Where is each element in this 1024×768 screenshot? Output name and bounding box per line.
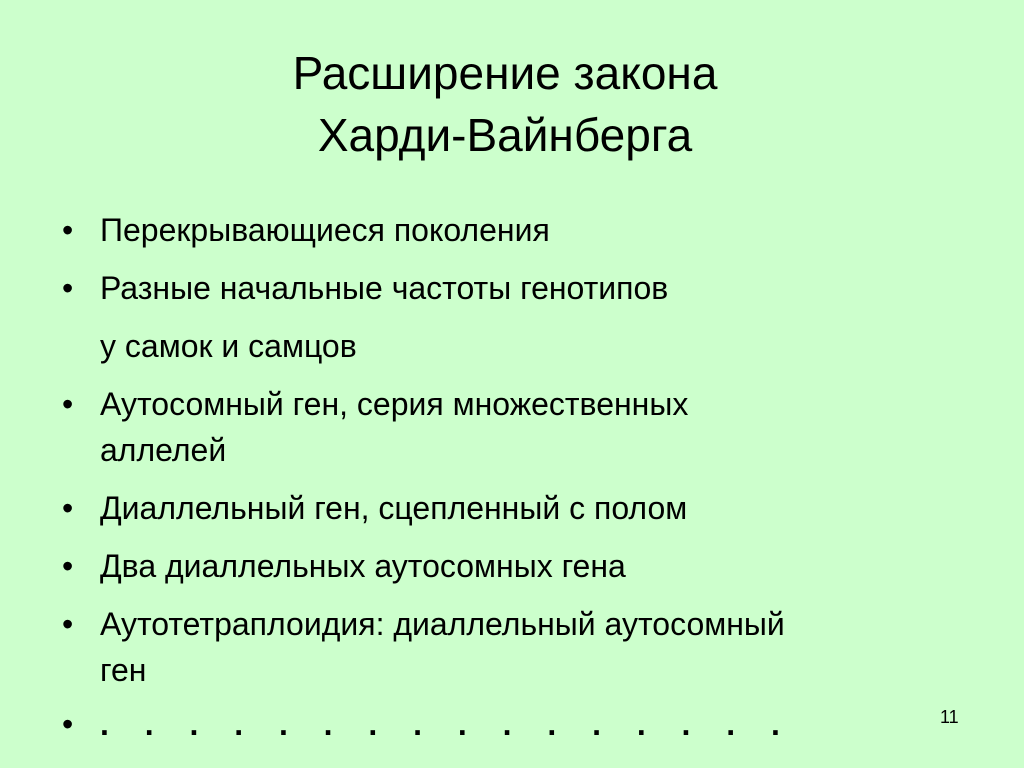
- dot: .: [144, 706, 154, 742]
- dot: .: [771, 706, 780, 742]
- bullet-item-initial-frequencies: Разные начальные частоты генотипов: [100, 270, 669, 306]
- dot: .: [368, 706, 378, 742]
- slide-title: [0, 42, 1010, 166]
- bullet-item-autotetraploidy-continuation: ген: [100, 652, 147, 688]
- dot: .: [189, 706, 199, 742]
- dot: .: [278, 706, 288, 742]
- dot: .: [234, 706, 244, 742]
- bullet-item-sex-linked-gene: Диаллельный ген, сцепленный с полом: [100, 490, 688, 526]
- bullet-item-autosomal-multiple-alleles: Аутосомный ген, серия множественных: [100, 386, 689, 422]
- bullet-marker: •: [62, 548, 74, 584]
- dot: .: [413, 706, 423, 742]
- slide-page-number: 11: [940, 707, 959, 727]
- dot: .: [636, 706, 646, 742]
- bullet-item-initial-frequencies-continuation: у самок и самцов: [100, 328, 357, 364]
- bullet-marker: •: [62, 606, 74, 642]
- dot: .: [547, 706, 557, 742]
- bullet-marker: •: [62, 490, 74, 526]
- ellipsis-dots: [100, 704, 780, 744]
- dot: .: [502, 706, 512, 742]
- bullet-marker: •: [62, 706, 74, 742]
- bullet-item-two-autosomal-genes: Два диаллельных аутосомных гена: [100, 548, 626, 584]
- bullet-item-overlapping-generations: Перекрывающиеся поколения: [100, 212, 550, 248]
- bullet-item-autotetraploidy: Аутотетраплоидия: диаллельный аутосомный: [100, 606, 785, 642]
- dot: .: [681, 706, 691, 742]
- slide-title-line-2: Харди-Вайнберга: [317, 109, 693, 161]
- dot: .: [726, 706, 736, 742]
- bullet-marker: •: [62, 270, 74, 306]
- dot: .: [592, 706, 601, 742]
- dot: .: [100, 706, 109, 742]
- bullet-item-autosomal-multiple-alleles-continuation: аллелей: [100, 432, 227, 468]
- slide-title-line-1: Расширение закона: [292, 47, 718, 99]
- bullet-marker: •: [62, 386, 74, 422]
- bullet-marker: •: [62, 212, 74, 248]
- dot: .: [457, 706, 467, 742]
- dot: .: [323, 706, 333, 742]
